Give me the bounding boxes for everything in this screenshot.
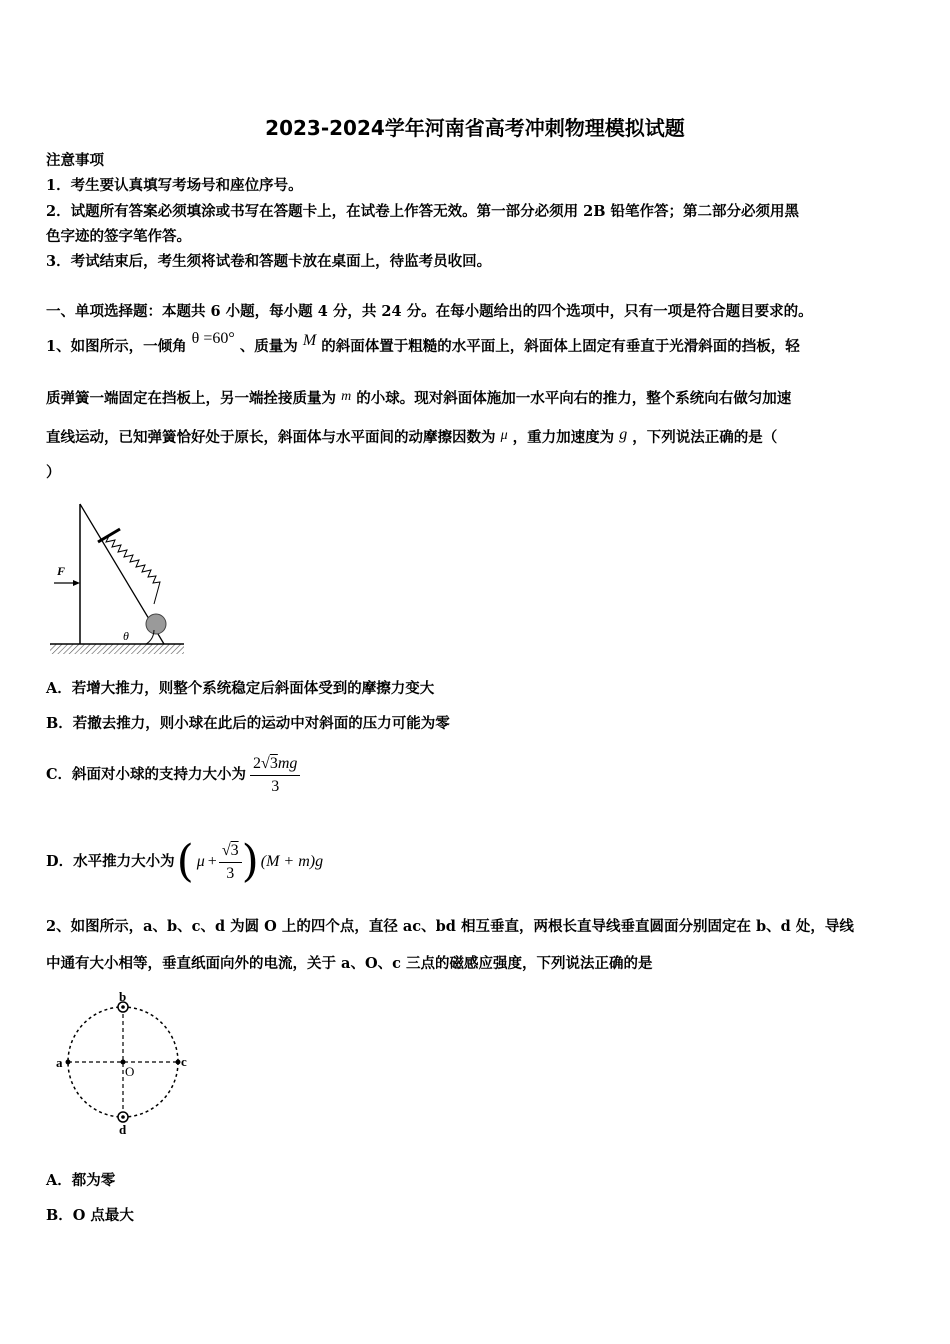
d-fraction: $\frac{√3}{3}$ (219, 840, 242, 884)
q1-option-a: A．若增大推力，则整个系统稳定后斜面体受到的摩擦力变大 (46, 680, 435, 697)
notice-item-3: 3．考试结束后，考生须将试卷和答题卡放在桌面上，待监考员收回。 (46, 253, 492, 270)
q1-text-f: 直线运动，已知弹簧恰好处于原长，斜面体与水平面间的动摩擦因数为 (46, 429, 496, 446)
label-b: b (119, 989, 127, 1004)
spring (106, 536, 160, 604)
force-label: F (57, 564, 66, 578)
q1-text-c: 的斜面体置于粗糙的水平面上，斜面体上固定有垂直于光滑斜面的挡板，轻 (321, 338, 800, 355)
theta-label: θ (123, 629, 129, 643)
q1-text-b: 、质量为 (239, 338, 298, 355)
q1-g: g (619, 426, 628, 443)
q1-text-h: ，下列说法正确的是（ (632, 429, 778, 446)
c-coef: 2 (253, 755, 262, 772)
notice-heading: 注意事项 (46, 152, 104, 169)
d-tail: (M + m)g (260, 853, 324, 870)
q1-text-d: 质弹簧一端固定在挡板上，另一端拴接质量为 (46, 390, 336, 407)
c-denominator: 3 (271, 778, 280, 795)
q1-text-a: 1、如图所示，一倾角 (46, 338, 187, 355)
ball (146, 614, 166, 634)
c-radicand: 3 (269, 755, 278, 772)
q1-line-1 (46, 330, 800, 357)
point-c (176, 1060, 181, 1065)
d-denominator: 3 (226, 865, 235, 882)
q1-option-c-fraction: $\frac{2√3mg}{3}$ (250, 753, 300, 797)
d-radicand: 3 (230, 842, 239, 859)
d-mu: μ (196, 853, 205, 870)
q1-line-4: ） (46, 464, 61, 481)
q2-option-b: B．O 点最大 (46, 1207, 134, 1224)
point-a (66, 1060, 71, 1065)
c-mg: mg (277, 755, 298, 772)
notice-item-2-cont: 色字迹的签字笔作答。 (46, 228, 191, 245)
q1-M: M (302, 332, 317, 349)
q1-option-b: B．若撤去推力，则小球在此后的运动中对斜面的压力可能为零 (46, 715, 450, 732)
label-a: a (56, 1055, 63, 1070)
q2-line-2: 中通有大小相等，垂直纸面向外的电流，关于 a、O、c 三点的磁感应强度，下列说法正确的是 (46, 955, 653, 972)
q1-option-c (46, 750, 300, 800)
q1-text-e: 的小球。现对斜面体施加一水平向右的推力，整个系统向右做匀加速 (356, 390, 792, 407)
q1-text-g: ，重力加速度为 (512, 429, 615, 446)
q1-mu: μ (500, 428, 508, 443)
notice-item-2: 2．试题所有答案必须填涂或书写在答题卡上，在试卷上作答无效。第一部分必须用 2B 铅笔作答；第二部分必须用黑 (46, 203, 800, 220)
q1-figure (46, 490, 191, 660)
ground-hatch (50, 644, 184, 654)
q2-line-1: 2、如图所示，a、b、c、d 为圆 O 上的四个点，直径 ac、bd 相互垂直，两根长直导线垂直圆面分别固定在 b、d 处，导线 (46, 918, 854, 935)
q1-option-d-text: D．水平推力大小为 (46, 853, 175, 870)
label-O: O (125, 1064, 135, 1079)
force-arrowhead (73, 580, 80, 586)
q2-figure (50, 988, 200, 1136)
label-d: d (119, 1122, 127, 1136)
notice-item-1: 1．考生要认真填写考场号和座位序号。 (46, 177, 303, 194)
baffle (98, 529, 120, 542)
q1-line-2 (46, 389, 791, 410)
section-heading: 一、单项选择题：本题共 6 小题，每小题 4 分，共 24 分。在每小题给出的四个选项中，只有一项是符合题目要求的。 (46, 303, 813, 320)
page-title: 2023-2024学年河南省高考冲刺物理模拟试题 (265, 116, 685, 140)
d-plus: + (207, 853, 217, 870)
label-c: c (181, 1054, 187, 1069)
q1-theta: θ =60° (191, 330, 235, 347)
q1-option-c-text: C．斜面对小球的支持力大小为 (46, 766, 247, 783)
q2-option-a: A．都为零 (46, 1172, 116, 1189)
q1-line-3 (46, 428, 777, 449)
q1-option-d: D．水平推力大小为 ( μ + $\frac{√3}{3}$ ) (M + m)g (46, 836, 324, 887)
q1-m: m (341, 389, 352, 404)
